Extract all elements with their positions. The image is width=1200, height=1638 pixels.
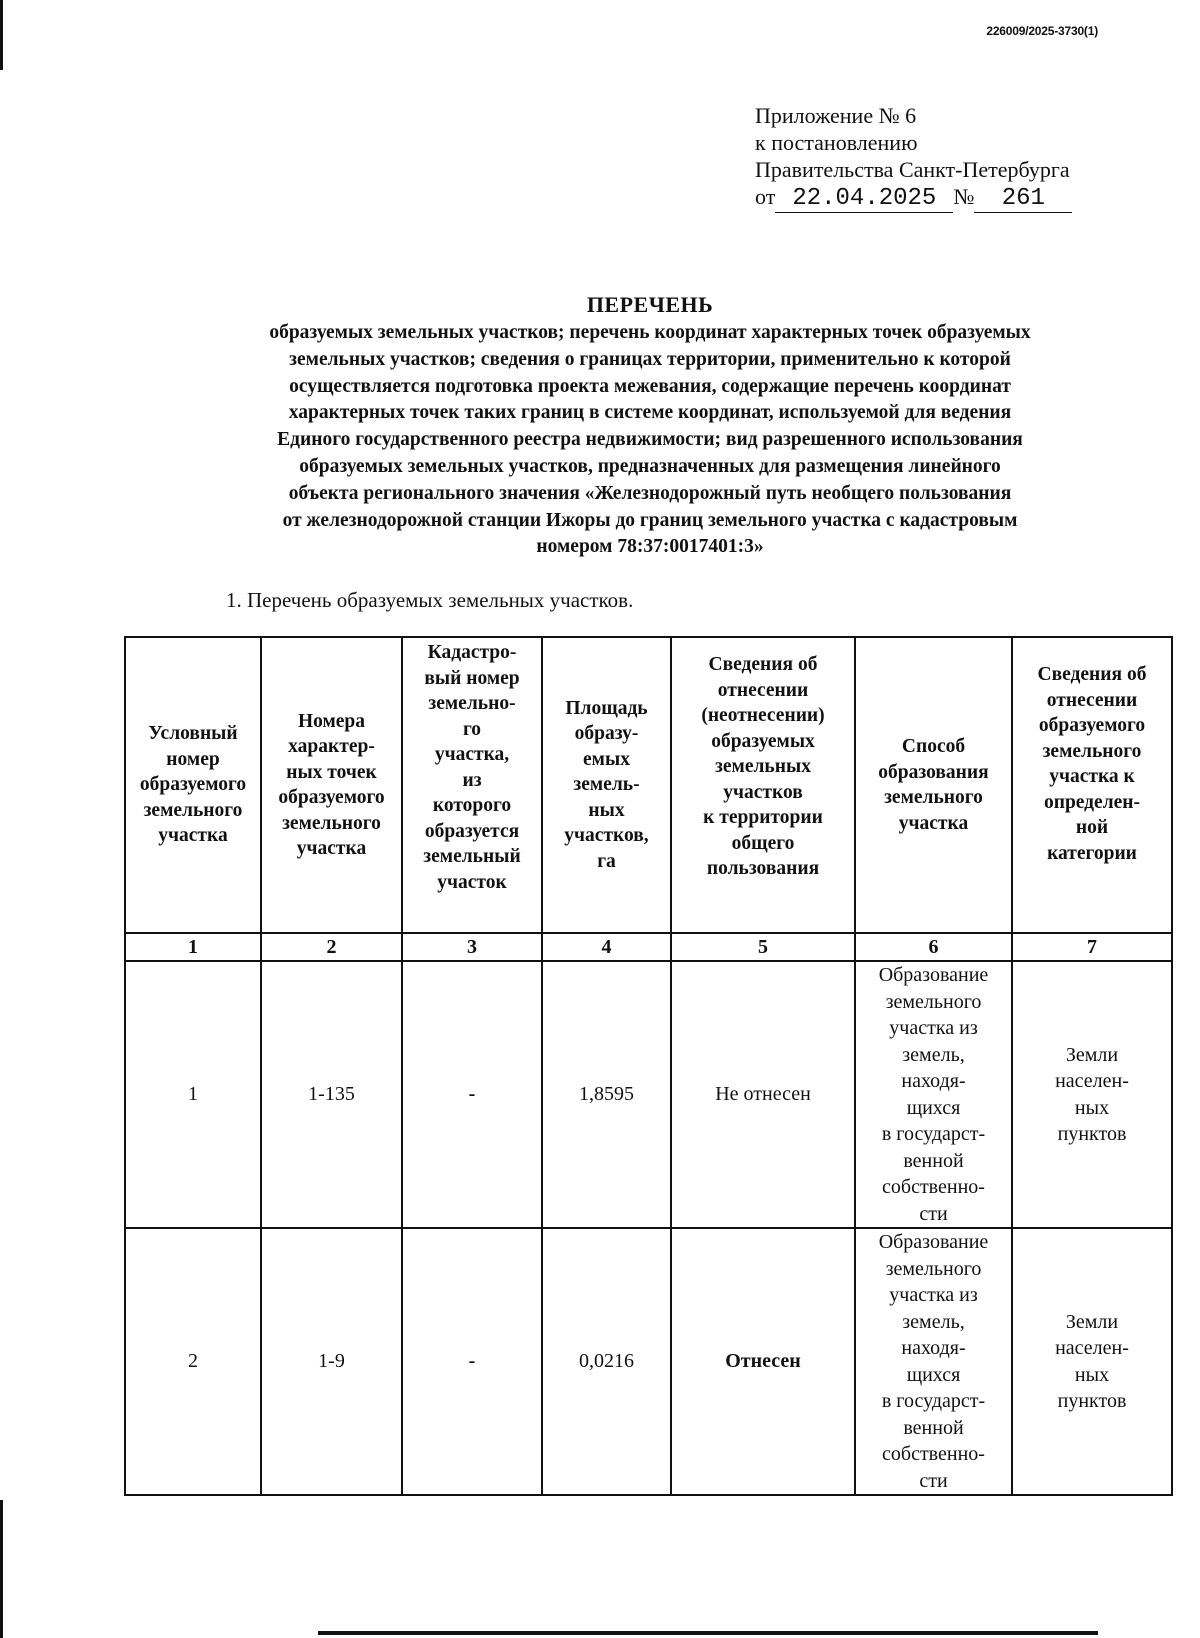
column-number-row bbox=[125, 933, 1172, 961]
document-title: ПЕРЕЧЕНЬ bbox=[586, 292, 714, 317]
cell-line: щихся bbox=[906, 1096, 961, 1119]
appendix-date-line bbox=[755, 183, 1072, 213]
scan-edge-top bbox=[0, 0, 3, 70]
header-line: образуемого bbox=[278, 787, 385, 808]
header-line: земельного bbox=[1042, 740, 1142, 762]
cell-line: земель, bbox=[902, 1043, 965, 1066]
header-line: участка bbox=[898, 812, 969, 834]
document-subtitle bbox=[160, 320, 1140, 561]
header-line: го bbox=[462, 718, 482, 740]
heading-line: объекта регионального значения «Железнодорожный путь необщего пользования bbox=[288, 482, 1012, 504]
points-range-cell: 1-135 bbox=[261, 961, 402, 1228]
plot-number-cell: 2 bbox=[125, 1228, 261, 1495]
heading-line: образуемых земельных участков, предназначенных для размещения линейного bbox=[299, 455, 1001, 477]
cadastral-number-cell: - bbox=[402, 1228, 542, 1495]
heading-line: земельных участков; сведения о границах территории, применительно к которой bbox=[289, 348, 1011, 370]
header-line: участков bbox=[723, 781, 803, 803]
cell-line: сти bbox=[919, 1202, 948, 1225]
header-line: га bbox=[597, 850, 616, 872]
header-line: образуемых bbox=[711, 730, 815, 752]
cell-line: Земли bbox=[1065, 1043, 1119, 1066]
cell-line: пунктов bbox=[1057, 1123, 1127, 1145]
formation-method-cell bbox=[855, 961, 1012, 1228]
public-use-cell: Отнесен bbox=[671, 1228, 855, 1495]
appendix-block bbox=[755, 102, 1072, 213]
header-line: участков, bbox=[564, 825, 649, 847]
header-line: образуемого bbox=[1038, 715, 1146, 736]
area-cell: 0,0216 bbox=[542, 1228, 671, 1495]
cell-line: венной bbox=[903, 1416, 964, 1439]
cell-line: ных bbox=[1074, 1096, 1110, 1119]
table-body bbox=[125, 961, 1172, 1495]
column-number: 7 bbox=[1012, 933, 1172, 961]
header-line: к территории bbox=[703, 807, 823, 828]
header-line: земельный bbox=[423, 846, 521, 867]
cell-line: щихся bbox=[906, 1363, 961, 1386]
cell-line: в государст- bbox=[881, 1390, 986, 1412]
cell-line: Образование bbox=[878, 1231, 989, 1253]
table-row bbox=[125, 1228, 1172, 1495]
table-row bbox=[125, 961, 1172, 1228]
header-line: Условный bbox=[148, 723, 238, 745]
column-header-6 bbox=[855, 637, 1012, 933]
cell-line: венной bbox=[903, 1149, 964, 1172]
land-plots-table bbox=[124, 636, 1173, 1496]
cell-line: Образование bbox=[878, 964, 989, 986]
header-line: ной bbox=[1075, 817, 1109, 838]
column-number: 1 bbox=[125, 933, 261, 961]
cell-line: Земли bbox=[1065, 1310, 1119, 1333]
public-use-cell: Не отнесен bbox=[671, 961, 855, 1228]
header-line: определен- bbox=[1043, 791, 1141, 813]
header-line: образования bbox=[878, 761, 989, 783]
header-line: земельных bbox=[715, 756, 811, 777]
column-header-2 bbox=[261, 637, 402, 933]
cell-line: находя- bbox=[901, 1070, 966, 1092]
header-line: участка bbox=[158, 825, 228, 847]
table-header-row bbox=[125, 637, 1172, 933]
resolution-number: 261 bbox=[974, 186, 1072, 213]
header-line: земельного bbox=[143, 799, 243, 821]
cell-line: населен- bbox=[1055, 1337, 1129, 1359]
header-line: категории bbox=[1047, 842, 1137, 864]
heading-line: Единого государственного реестра недвижимости; вид разрешенного использования bbox=[277, 429, 1023, 451]
column-header-3 bbox=[402, 637, 542, 933]
document-heading bbox=[120, 290, 1180, 561]
header-line: ных точек bbox=[286, 761, 377, 783]
header-line: Способ bbox=[901, 736, 966, 757]
column-number: 3 bbox=[402, 933, 542, 961]
header-line: общего bbox=[731, 832, 795, 854]
land-category-cell bbox=[1012, 961, 1172, 1228]
header-line: Сведения об bbox=[708, 654, 818, 675]
resolution-date: 22.04.2025 bbox=[775, 186, 953, 213]
cell-line: земельного bbox=[885, 990, 982, 1013]
heading-line: номером 78:37:0017401:3» bbox=[536, 536, 764, 558]
land-category-cell bbox=[1012, 1228, 1172, 1495]
header-line: участка bbox=[296, 838, 367, 859]
formation-method-cell bbox=[855, 1228, 1012, 1495]
scan-bottom-line bbox=[318, 1631, 1098, 1635]
cell-line: участка из bbox=[889, 1284, 978, 1306]
appendix-line-3: Правительства Санкт-Петербурга bbox=[755, 157, 1070, 182]
header-line: пользования bbox=[706, 858, 820, 879]
document-id: 226009/2025-3730(1) bbox=[986, 24, 1098, 38]
appendix-line-1: Приложение № 6 bbox=[755, 103, 917, 128]
header-line: земельно- bbox=[428, 693, 516, 714]
column-number: 2 bbox=[261, 933, 402, 961]
cell-line: в государст- bbox=[881, 1123, 986, 1145]
column-number: 5 bbox=[671, 933, 855, 961]
header-line: вый номер bbox=[424, 667, 520, 689]
column-header-5 bbox=[671, 637, 855, 933]
header-line: образу- bbox=[574, 723, 639, 745]
header-line: ных bbox=[588, 799, 625, 821]
cell-line: земельного bbox=[885, 1257, 982, 1280]
cell-line: собственно- bbox=[882, 1176, 985, 1198]
heading-line: от железнодорожной станции Ижоры до границ земельного участка с кадастровым bbox=[282, 509, 1018, 531]
header-line: отнесении bbox=[717, 679, 809, 701]
header-line: участка к bbox=[1049, 766, 1135, 787]
header-line: (неотнесении) bbox=[701, 705, 825, 726]
cell-line: участка из bbox=[889, 1017, 978, 1039]
header-line: Сведения об bbox=[1037, 664, 1147, 685]
appendix-line-2: к постановлению bbox=[755, 130, 918, 155]
header-line: образуется bbox=[424, 820, 520, 842]
cell-line: земель, bbox=[902, 1310, 965, 1333]
column-header-1 bbox=[125, 637, 261, 933]
cell-line: населен- bbox=[1055, 1070, 1129, 1092]
header-line: участок bbox=[437, 871, 507, 893]
from-label: от bbox=[755, 184, 776, 209]
column-header-4 bbox=[542, 637, 671, 933]
heading-line: образуемых земельных участков; перечень координат характерных точек образуемых bbox=[269, 322, 1031, 343]
area-cell: 1,8595 bbox=[542, 961, 671, 1228]
section-caption: 1. Перечень образуемых земельных участков. bbox=[226, 588, 634, 612]
header-line: земельного bbox=[282, 812, 381, 834]
plot-number-cell: 1 bbox=[125, 961, 261, 1228]
heading-line: характерных точек таких границ в системе координат, используемой для ведения bbox=[288, 402, 1012, 424]
column-number: 4 bbox=[542, 933, 671, 961]
header-line: земельного bbox=[884, 787, 983, 808]
cadastral-number-cell: - bbox=[402, 961, 542, 1228]
header-line: которого bbox=[432, 795, 512, 816]
column-number: 6 bbox=[855, 933, 1012, 961]
header-line: емых bbox=[583, 748, 630, 770]
header-line: из bbox=[462, 769, 482, 791]
header-line: Номера bbox=[297, 710, 366, 732]
header-line: Площадь bbox=[565, 697, 648, 719]
cell-line: находя- bbox=[901, 1337, 966, 1359]
cell-line: сти bbox=[919, 1469, 948, 1492]
header-line: образуемого bbox=[139, 774, 247, 796]
column-header-7 bbox=[1012, 637, 1172, 933]
cell-line: пунктов bbox=[1057, 1390, 1127, 1412]
header-line: отнесении bbox=[1046, 689, 1138, 711]
header-line: номер bbox=[166, 748, 220, 770]
header-line: участка, bbox=[434, 744, 510, 765]
number-label: № bbox=[953, 184, 975, 209]
header-line: характер- bbox=[288, 736, 375, 757]
header-line: земель- bbox=[573, 774, 640, 796]
cell-line: ных bbox=[1074, 1363, 1110, 1386]
header-line: Кадастро- bbox=[427, 642, 517, 663]
points-range-cell: 1-9 bbox=[261, 1228, 402, 1495]
heading-line: осуществляется подготовка проекта межевания, содержащие перечень координат bbox=[289, 375, 1011, 397]
cell-line: собственно- bbox=[882, 1443, 985, 1465]
scan-edge-bottom bbox=[0, 1500, 3, 1638]
